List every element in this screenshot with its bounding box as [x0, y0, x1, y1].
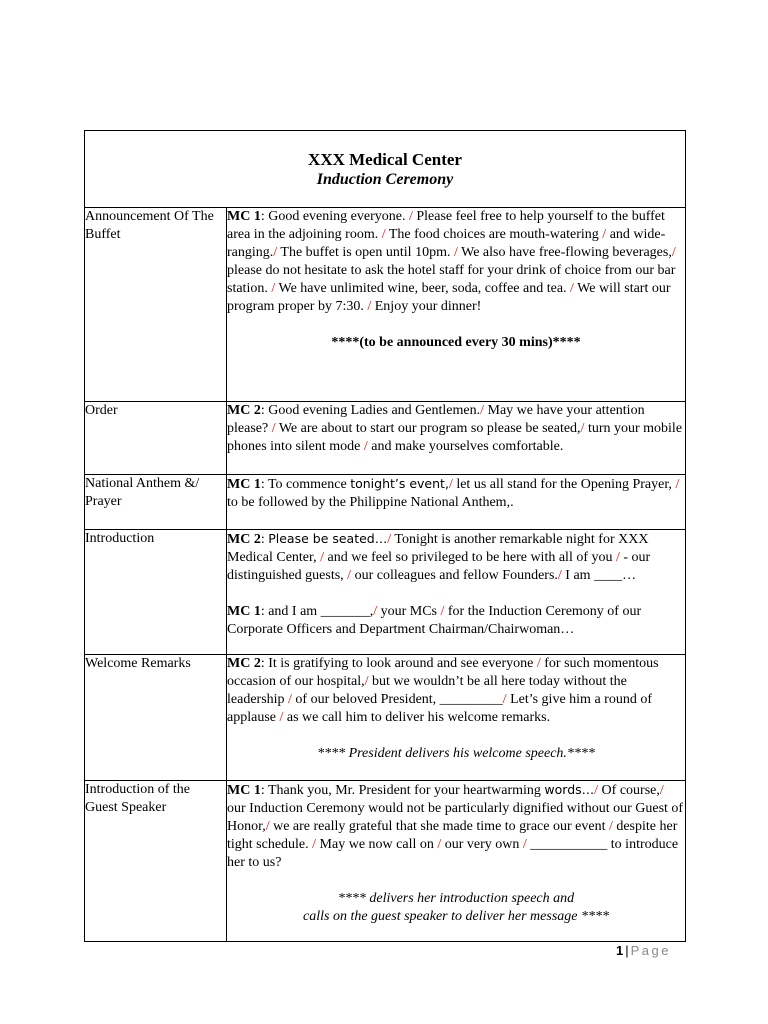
script-text: We have unlimited wine, beer, soda, coffee and tea. — [275, 281, 571, 296]
script-text: but we wouldn’t be all here today without the leadership — [227, 674, 627, 707]
script-text: May we have your attention please? — [227, 403, 645, 436]
speaker-label: MC 1 — [227, 604, 261, 619]
script-text: Of course, — [598, 783, 660, 798]
pause-mark: / — [265, 819, 270, 834]
section-label: National Anthem &/ Prayer — [85, 475, 227, 530]
pause-mark: / — [364, 674, 369, 689]
script-paragraph — [227, 475, 685, 512]
script-text: to be followed by the Philippine National Anthem,. — [227, 495, 514, 510]
document-title: XXX Medical Center — [308, 150, 462, 169]
header-row — [85, 131, 686, 208]
script-text: and we feel so privileged to be here with all of you — [324, 550, 616, 565]
script-text: I am ____… — [561, 568, 637, 583]
script-text: : — [260, 532, 269, 547]
pause-mark: / — [557, 568, 562, 583]
script-text: as we call him to deliver his welcome remarks. — [283, 710, 551, 725]
script-paragraph — [227, 530, 685, 585]
script-text: Please be seated… — [268, 531, 388, 546]
script-text: of our beloved President, _________ — [291, 692, 503, 707]
pause-mark: / — [271, 281, 276, 296]
table-row — [85, 655, 686, 781]
script-text: for such momentous occasion of our hospital, — [227, 656, 659, 689]
script-text: our very own — [441, 837, 523, 852]
script-text: Tonight is another remarkable night for XXX Medical Center, — [227, 532, 649, 565]
script-text: We will start our program proper by 7:30. — [227, 281, 671, 314]
table-row — [85, 530, 686, 655]
speech-note: **** President delivers his welcome speech.**** — [317, 746, 595, 761]
footer-divider: | — [625, 943, 629, 958]
pause-mark: / — [387, 532, 392, 547]
script-text: turn your mobile phones into silent mode — [227, 421, 683, 454]
script-text: Please feel free to help yourself to the buffet area in the adjoining room. — [227, 209, 665, 242]
script-text: Let’s give him a round of applause — [227, 692, 652, 725]
pause-mark: / — [522, 837, 527, 852]
script-text: : It is gratifying to look around and see everyone — [260, 656, 537, 671]
pause-mark: / — [347, 568, 352, 583]
document-subtitle: Induction Ceremony — [316, 171, 454, 188]
table-row — [85, 475, 686, 530]
section-script — [227, 475, 686, 530]
pause-mark: / — [320, 550, 325, 565]
script-text: : To commence — [260, 477, 351, 492]
pause-mark: / — [671, 245, 676, 260]
script-text: : Good evening everyone. — [260, 209, 409, 224]
pause-mark: / — [312, 837, 317, 852]
page-number: 1 — [616, 943, 624, 958]
script-text: tonight’s event, — [350, 476, 449, 491]
script-text: ___________ to introduce her to us? — [227, 837, 679, 870]
section-label: Order — [85, 402, 227, 475]
script-text: - our distinguished guests, — [227, 550, 651, 583]
pause-mark: / — [675, 477, 680, 492]
page-word: Page — [630, 943, 671, 958]
section-script — [227, 655, 686, 781]
speaker-label: MC 2 — [227, 403, 261, 418]
table-row — [85, 402, 686, 475]
pause-mark: / — [570, 281, 574, 296]
speaker-label: MC 2 — [227, 656, 261, 671]
pause-mark: / — [367, 299, 372, 314]
pause-mark: / — [408, 209, 413, 224]
pause-mark: / — [453, 245, 458, 260]
pause-mark: / — [580, 421, 585, 436]
pause-mark: / — [480, 403, 484, 418]
script-text: We also have free-flowing beverages, — [457, 245, 672, 260]
pause-mark: / — [288, 692, 292, 707]
pause-mark: / — [373, 604, 378, 619]
script-text: Enjoy your dinner! — [371, 299, 482, 314]
speaker-label: MC 2 — [227, 532, 261, 547]
script-paragraph — [227, 208, 685, 316]
page-footer — [616, 943, 671, 958]
pause-mark: / — [271, 421, 276, 436]
script-text: and wide-ranging. — [227, 227, 666, 260]
note-line: calls on the guest speaker to deliver her message **** — [303, 909, 609, 924]
pause-mark: / — [616, 550, 620, 565]
section-script — [227, 402, 686, 475]
pause-mark: / — [273, 245, 278, 260]
script-text: : and I am _______, — [260, 604, 374, 619]
section-label: Introduction of the Guest Speaker — [85, 781, 227, 942]
script-text: : Thank you, Mr. President for your heartwarming — [260, 783, 545, 798]
pause-mark: / — [608, 819, 613, 834]
script-text: and make yourselves comfortable. — [367, 439, 564, 454]
note-line: **** delivers her introduction speech and — [337, 891, 575, 906]
speech-note — [227, 890, 685, 926]
header-cell — [85, 131, 686, 208]
pause-mark: / — [594, 783, 599, 798]
script-text: May we now call on — [316, 837, 438, 852]
script-table — [84, 130, 686, 942]
script-text: despite her tight schedule. — [227, 819, 678, 852]
script-text: our colleagues and fellow Founders. — [351, 568, 558, 583]
pause-mark: / — [536, 656, 541, 671]
table-row — [85, 781, 686, 942]
pause-mark: / — [381, 227, 386, 242]
announcement-note: ****(to be announced every 30 mins)**** — [331, 335, 581, 350]
speaker-label: MC 1 — [227, 783, 261, 798]
pause-mark: / — [440, 604, 445, 619]
pause-mark: / — [279, 710, 284, 725]
pause-mark: / — [659, 783, 664, 798]
script-paragraph — [227, 603, 685, 639]
table-row — [85, 208, 686, 402]
section-label: Announcement Of The Buffet — [85, 208, 227, 402]
speaker-label: MC 1 — [227, 209, 261, 224]
pause-mark: / — [602, 227, 607, 242]
section-script — [227, 781, 686, 942]
script-text: please do not hesitate to ask the hotel staff for your drink of choice from our bar station. — [227, 263, 676, 296]
script-text: your MCs — [377, 604, 441, 619]
section-script — [227, 208, 686, 402]
section-script — [227, 530, 686, 655]
script-text: words… — [544, 782, 595, 797]
script-text: : Good evening Ladies and Gentlemen. — [260, 403, 481, 418]
pause-mark: / — [363, 439, 368, 454]
script-text: The buffet is open until 10pm. — [277, 245, 454, 260]
script-text: we are really grateful that she made time to grace our event — [269, 819, 609, 834]
speaker-label: MC 1 — [227, 477, 261, 492]
pause-mark: / — [502, 692, 507, 707]
section-label: Introduction — [85, 530, 227, 655]
section-label: Welcome Remarks — [85, 655, 227, 781]
pause-mark: / — [437, 837, 442, 852]
script-paragraph — [227, 402, 685, 456]
pause-mark: / — [448, 477, 453, 492]
script-text: our Induction Ceremony would not be particularly dignified without our Guest of Honor, — [227, 801, 684, 834]
script-text: let us all stand for the Opening Prayer, — [452, 477, 676, 492]
script-paragraph — [227, 655, 685, 727]
script-text: We are about to start our program so please be seated, — [275, 421, 581, 436]
script-paragraph — [227, 781, 685, 872]
script-text: The food choices are mouth-watering — [385, 227, 603, 242]
script-text: for the Induction Ceremony of our Corporate Officers and Department Chairman/Chairwoman… — [227, 604, 642, 637]
